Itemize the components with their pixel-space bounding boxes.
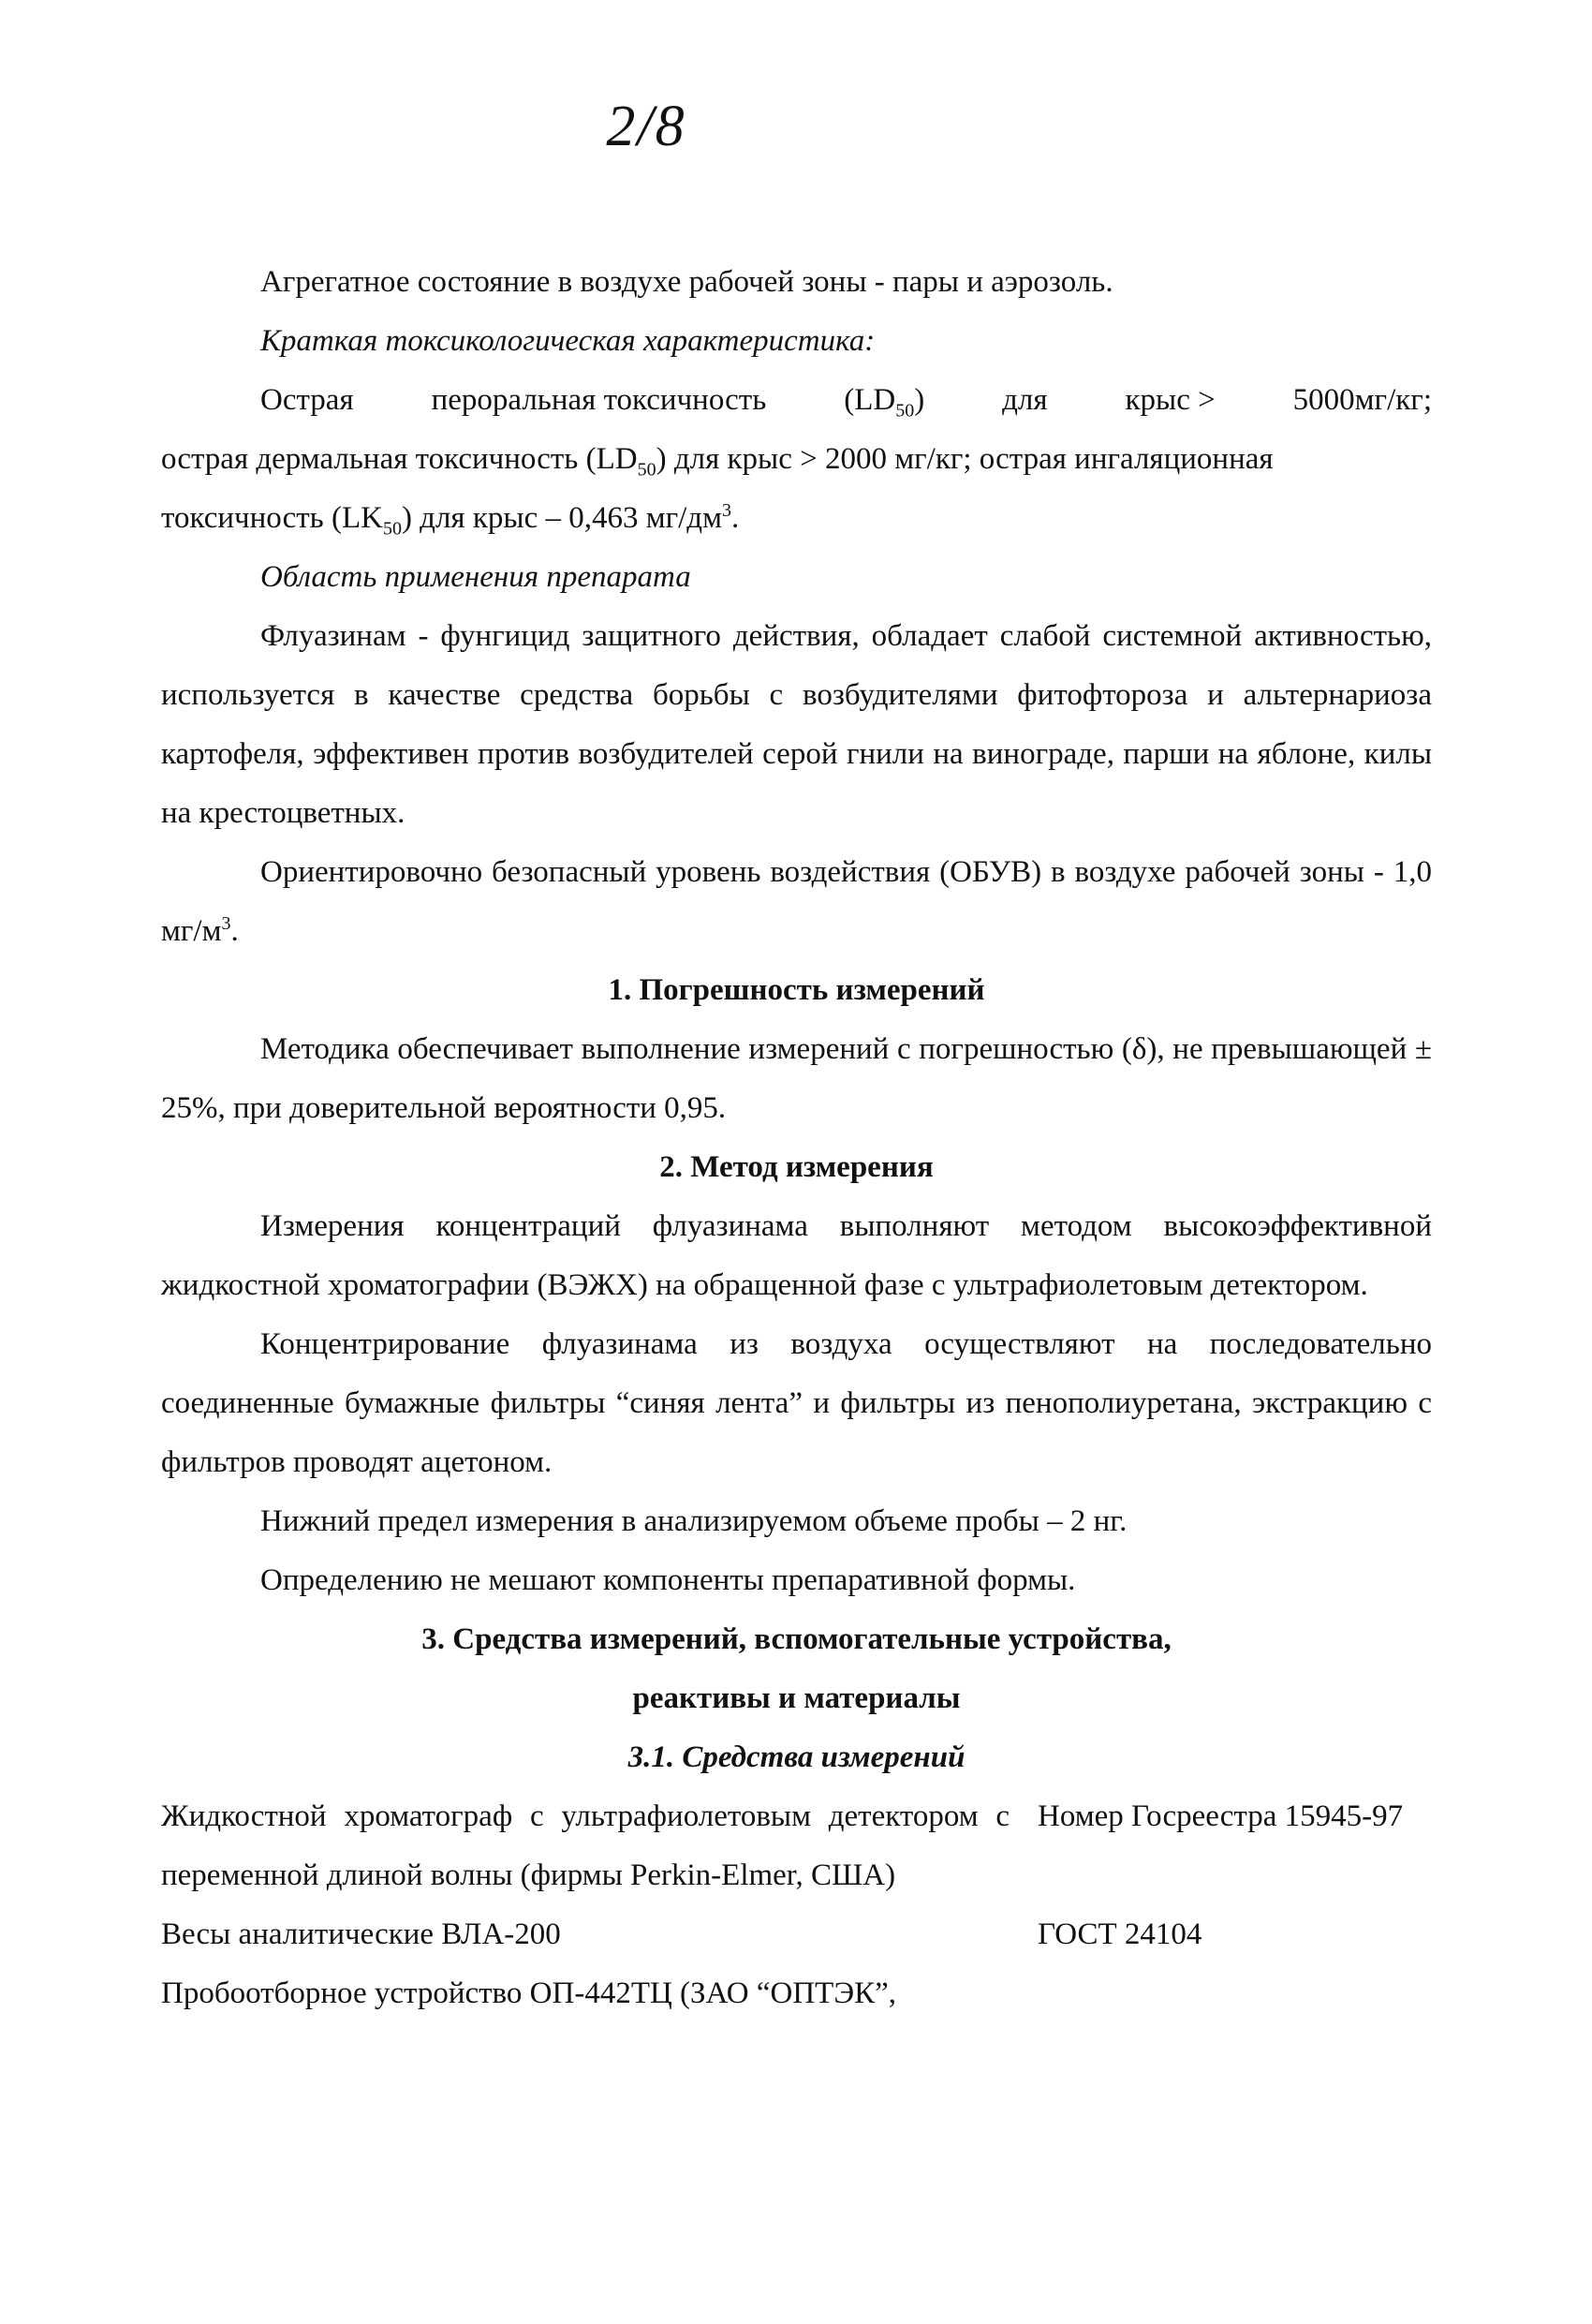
tox-word-4: для: [1002, 383, 1048, 417]
section-2-paragraph-2: Концентрирование флуазинама из воздуха осуществляют на последовательно соединенные бумажные фильтры “синяя лента” и фильтры из пенополиуретана, экстракцию с фильтров проводят ацетоном.: [161, 1327, 1432, 1479]
tox-ld50: [844, 371, 924, 430]
tox-line-2-b: ) для крыс > 2000 мг/кг; острая ингаляционная: [656, 442, 1274, 476]
instrument-row: [161, 1787, 1432, 1905]
instruments-list: [161, 1787, 1432, 2023]
instrument-name: Пробоотборное устройство ОП-442ТЦ (ЗАО “ОПТЭК”,: [161, 1976, 897, 2010]
tox-line-1: [161, 371, 1432, 430]
section-1-paragraph: Методика обеспечивает выполнение измерений с погрешностью (δ), не превышающей ± 25%, при доверительной вероятности 0,95.: [161, 1032, 1432, 1125]
obuv-end: .: [230, 914, 239, 948]
tox-line-3-sub: 50: [382, 518, 402, 540]
section-3-title-line-1: 3. Средства измерений, вспомогательные устройства,: [421, 1622, 1172, 1656]
section-2-title: 2. Метод измерения: [659, 1150, 934, 1184]
tox-word-2: пероральная токсичность: [431, 383, 767, 417]
tox-line-2: [161, 430, 1432, 489]
instrument-row: [161, 1964, 1432, 2023]
section-1-title: 1. Погрешность измерений: [608, 973, 985, 1007]
obuv-paragraph: [161, 843, 1432, 961]
tox-word-1: Острая: [260, 383, 354, 417]
tox-line-2-sub: 50: [637, 459, 656, 481]
tox-heading: Краткая токсикологическая характеристика:: [260, 324, 876, 358]
application-heading: Область применения препарата: [260, 560, 691, 594]
subsection-3-1-title: 3.1. Средства измерений: [627, 1740, 966, 1774]
instrument-name: Жидкостной хроматограф с ультрафиолетовым детектором с переменной длиной волны (фирмы Perkin-Elmer, США): [161, 1799, 1010, 1892]
tox-line-3-end: .: [730, 501, 740, 535]
toxicology-paragraph: [161, 371, 1432, 548]
tox-line-2-a: острая дермальная токсичность (LD: [161, 442, 638, 476]
tox-line-3: [161, 489, 1432, 548]
tox-line-3-a: токсичность (LK: [161, 501, 383, 535]
tox-word-5: крыс >: [1125, 383, 1216, 417]
tox-line-3-b: ) для крыс – 0,463 мг/дм: [401, 501, 722, 535]
obuv-sup: 3: [221, 913, 231, 934]
section-2-paragraph-4: Определению не мешают компоненты препаративной формы.: [260, 1563, 1076, 1597]
tox-ld-sub: 50: [895, 400, 915, 422]
instrument-name: Весы аналитические ВЛА-200: [161, 1917, 561, 1951]
instrument-reference: ГОСТ 24104: [1038, 1917, 1202, 1951]
section-3-title-line-2: реактивы и материалы: [632, 1681, 961, 1715]
application-paragraph: Флуазинам - фунгицид защитного действия, обладает слабой системной активностью, используется в качестве средства борьбы с возбудителями фитофтороза и альтернариоза картофеля, эффективен против возбудителей серой гнили на винограде, парши на яблоне, килы на крестоцветных.: [161, 619, 1432, 830]
tox-word-6: 5000мг/кг;: [1292, 383, 1432, 417]
section-2-paragraph-3: Нижний предел измерения в анализируемом объеме пробы – 2 нг.: [260, 1504, 1128, 1538]
page-number: 2/8: [606, 95, 686, 158]
instrument-reference: Номер Госреестра 15945-97: [1038, 1799, 1404, 1833]
document-body: [161, 253, 1432, 2023]
instrument-reference: [1010, 1964, 1432, 2023]
aggregate-state-paragraph: Агрегатное состояние в воздухе рабочей зоны - пары и аэрозоль.: [260, 265, 1113, 299]
tox-ld-text: (LD: [844, 383, 896, 417]
instrument-row: [161, 1905, 1432, 1964]
section-2-paragraph-1: Измерения концентраций флуазинама выполняют методом высокоэффективной жидкостной хроматографии (ВЭЖХ) на обращенной фазе с ультрафиолетовым детектором.: [161, 1209, 1432, 1302]
tox-ld-end: ): [914, 383, 925, 417]
obuv-text: Ориентировочно безопасный уровень воздействия (ОБУВ) в воздухе рабочей зоны - 1,0 мг/м: [161, 855, 1432, 948]
tox-line-3-sup: 3: [721, 500, 731, 521]
